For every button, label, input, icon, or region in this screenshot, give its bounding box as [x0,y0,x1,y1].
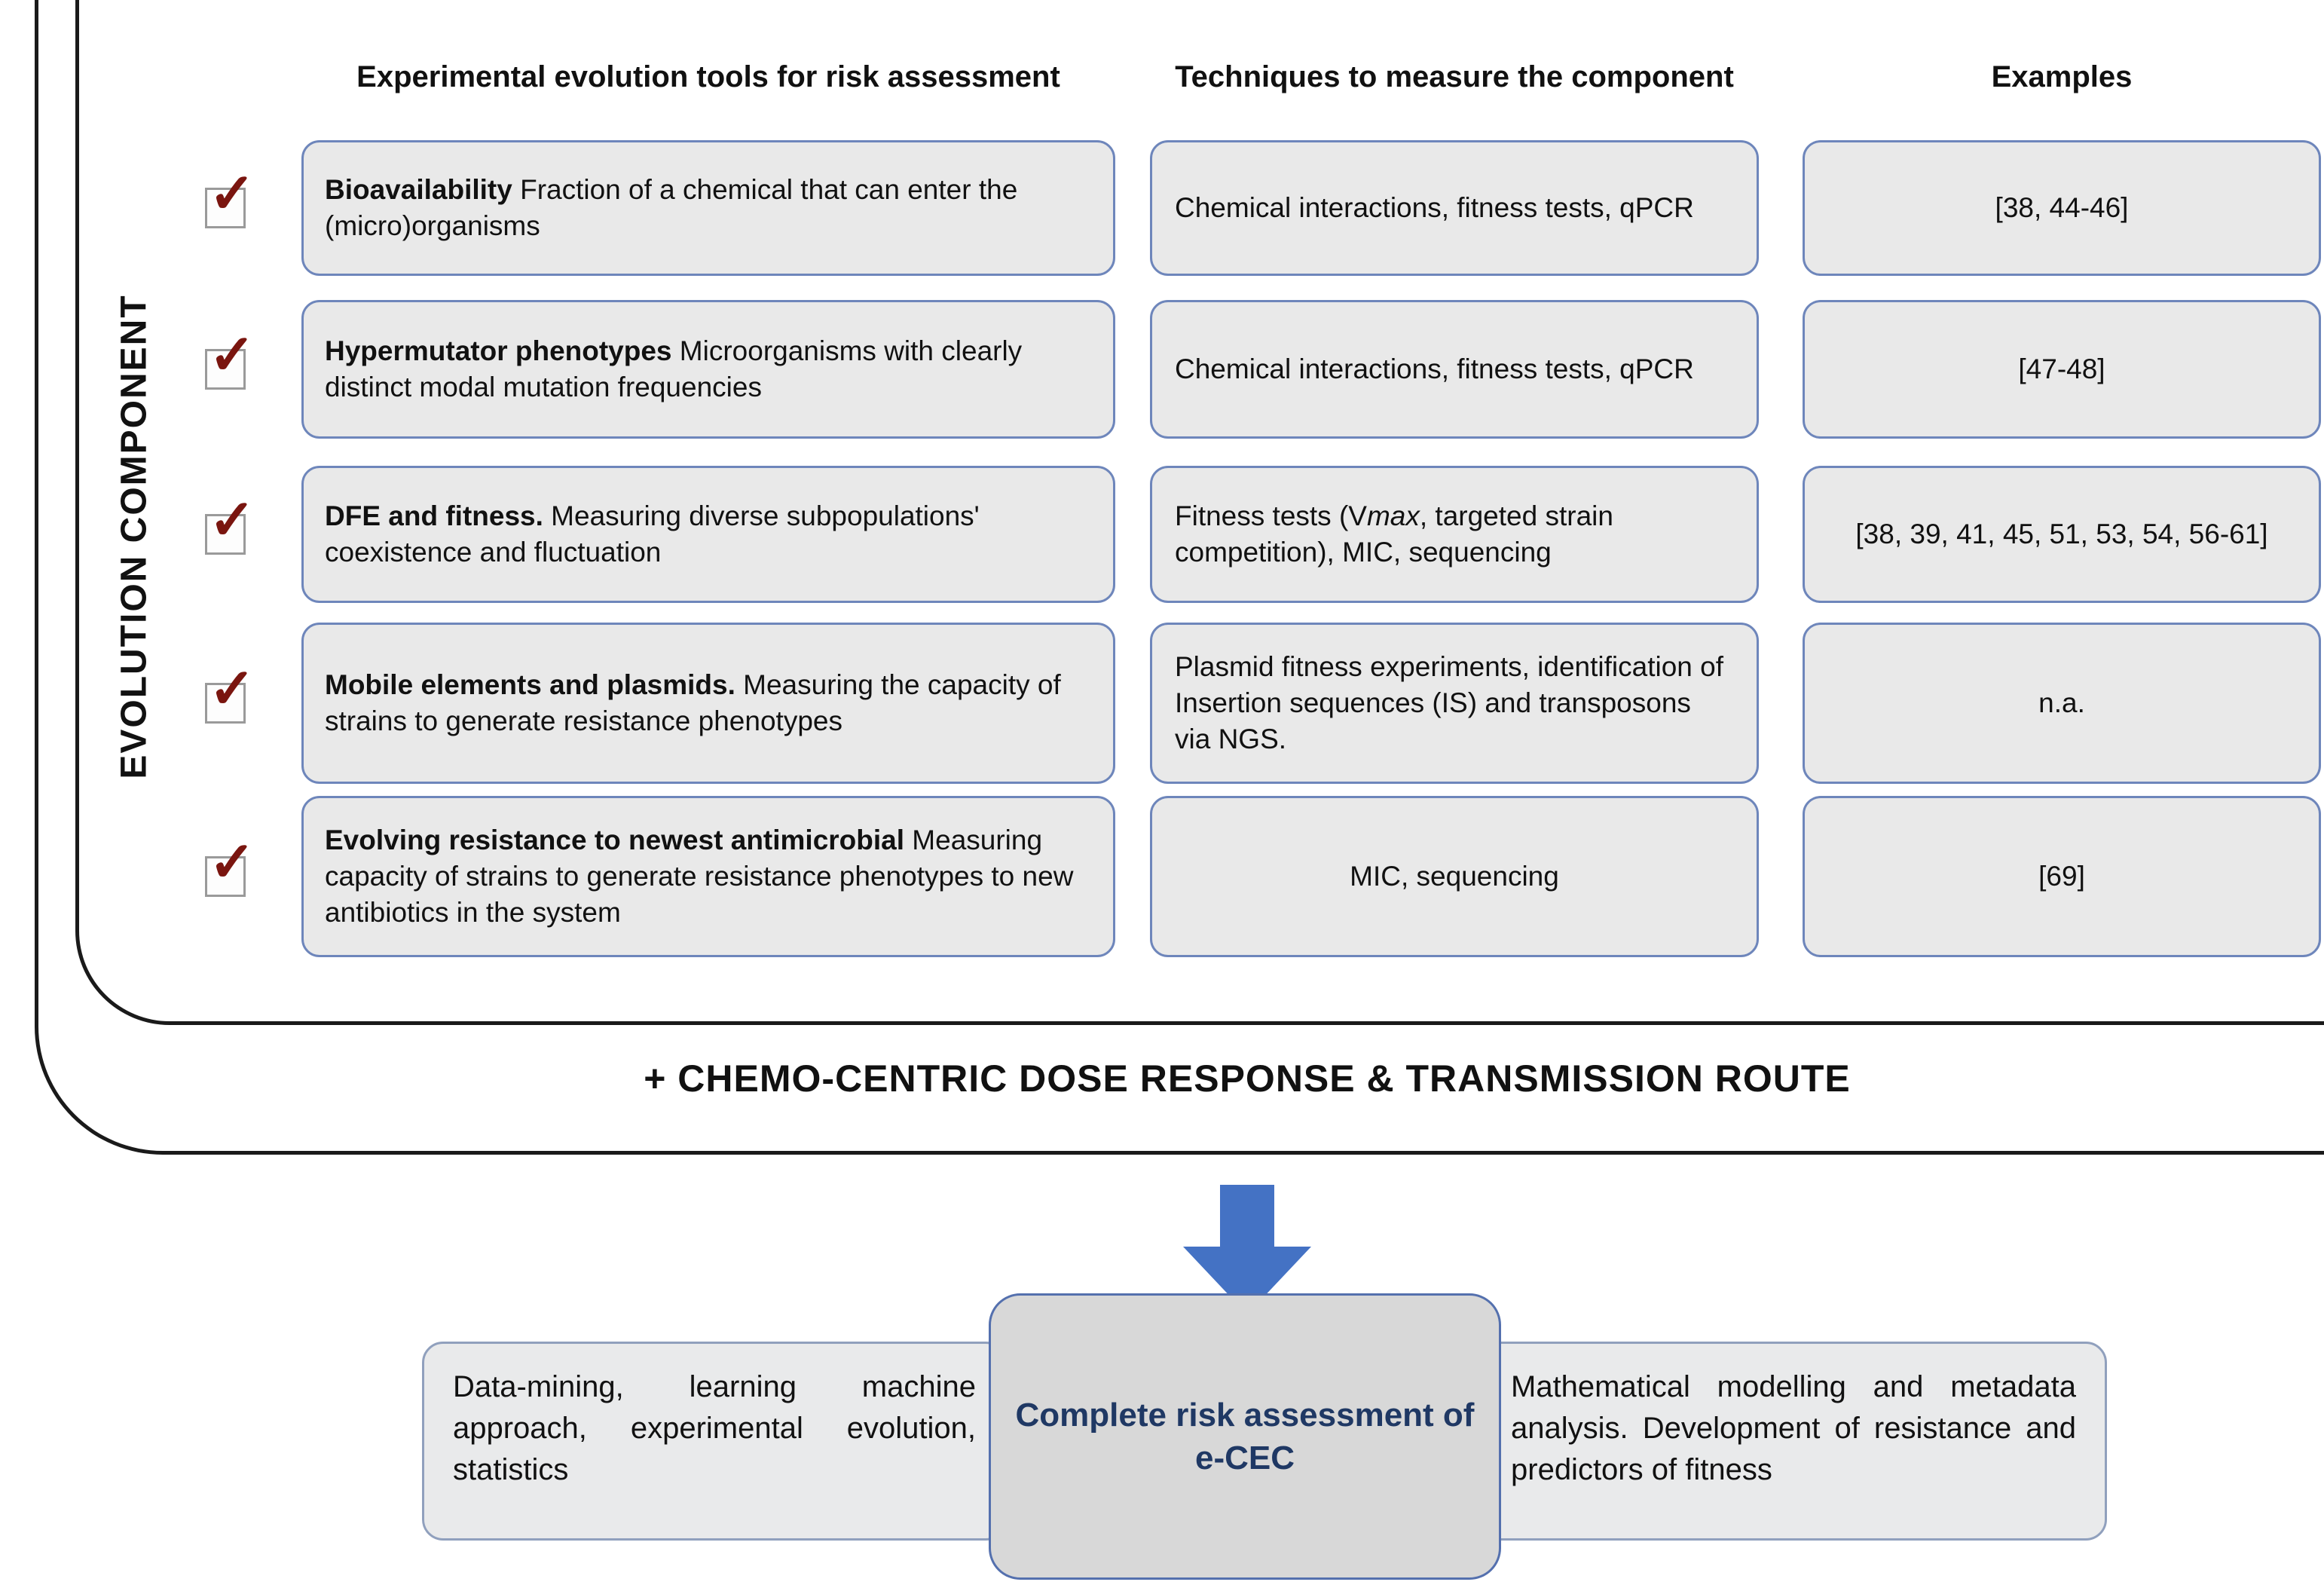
checkmark-icon: ✓ [209,657,256,720]
example-text: [38, 44-46] [1995,191,2129,223]
tool-text: Bioavailability Fraction of a chemical that can enter the (micro)organisms [325,173,1018,241]
tool-cell [301,466,1115,603]
example-text: [47-48] [2018,353,2105,384]
tool-text: Evolving resistance to newest antimicrobial Measuring capacity of strains to generate resistance phenotypes to new antibiotics in the system [325,824,1074,929]
example-cell [1803,300,2321,439]
checkbox-icon [205,657,256,724]
technique-text: Fitness tests (Vmax, targeted strain competition), MIC, sequencing [1175,500,1613,568]
technique-text: MIC, sequencing [1350,860,1559,892]
example-text: [38, 39, 41, 45, 51, 53, 54, 56-61] [1855,518,2268,549]
example-cell [1803,623,2321,784]
tool-cell [301,623,1115,784]
checkbox-icon [205,162,256,228]
tool-cell [301,300,1115,439]
tool-cell [301,796,1115,957]
tool-text: Hypermutator phenotypes Microorganisms with clearly distinct modal mutation frequencies [325,335,1023,402]
example-text: [69] [2038,860,2085,892]
column-header-techniques: Techniques to measure the component [1175,60,1734,93]
checkmark-icon: ✓ [209,488,256,551]
tool-cell [301,140,1115,276]
chemo-centric-heading: + CHEMO-CENTRIC DOSE RESPONSE & TRANSMISSION ROUTE [644,1057,1851,1100]
example-cell [1803,140,2321,276]
technique-cell [1150,140,1759,276]
complete-risk-assessment-text: Complete risk assessment of e-CEC [1015,1396,1475,1476]
data-mining-box: Data-mining, learning machine approach, experimental evolution, statistics [422,1342,1007,1541]
technique-cell [1150,466,1759,603]
column-header-examples: Examples [1991,60,2133,93]
tool-text: Mobile elements and plasmids. Measuring the capacity of strains to generate resistance phenotypes [325,669,1061,736]
example-cell [1803,466,2321,603]
complete-risk-assessment-box [989,1293,1501,1580]
technique-text: Chemical interactions, fitness tests, qPCR [1175,353,1694,384]
technique-cell [1150,300,1759,439]
column-header-tools: Experimental evolution tools for risk assessment [356,60,1060,93]
technique-cell [1150,796,1759,957]
checkmark-icon: ✓ [209,831,256,893]
checkmark-icon: ✓ [209,162,256,225]
tool-text: DFE and fitness. Measuring diverse subpopulations' coexistence and fluctuation [325,500,980,568]
technique-text: Plasmid fitness experiments, identification of Insertion sequences (IS) and transposons via NGS. [1175,650,1724,755]
example-text: n.a. [2038,687,2085,718]
checkbox-icon [205,488,256,555]
checkbox-icon [205,323,256,390]
technique-text: Chemical interactions, fitness tests, qPCR [1175,191,1694,223]
evolution-component-label: EVOLUTION COMPONENT [114,294,154,779]
checkmark-icon: ✓ [209,323,256,386]
example-cell [1803,796,2321,957]
technique-cell [1150,623,1759,784]
modelling-box: Mathematical modelling and metadata analysis. Development of resistance and predictors of fitness [1480,1342,2107,1541]
checkbox-icon [205,831,256,897]
